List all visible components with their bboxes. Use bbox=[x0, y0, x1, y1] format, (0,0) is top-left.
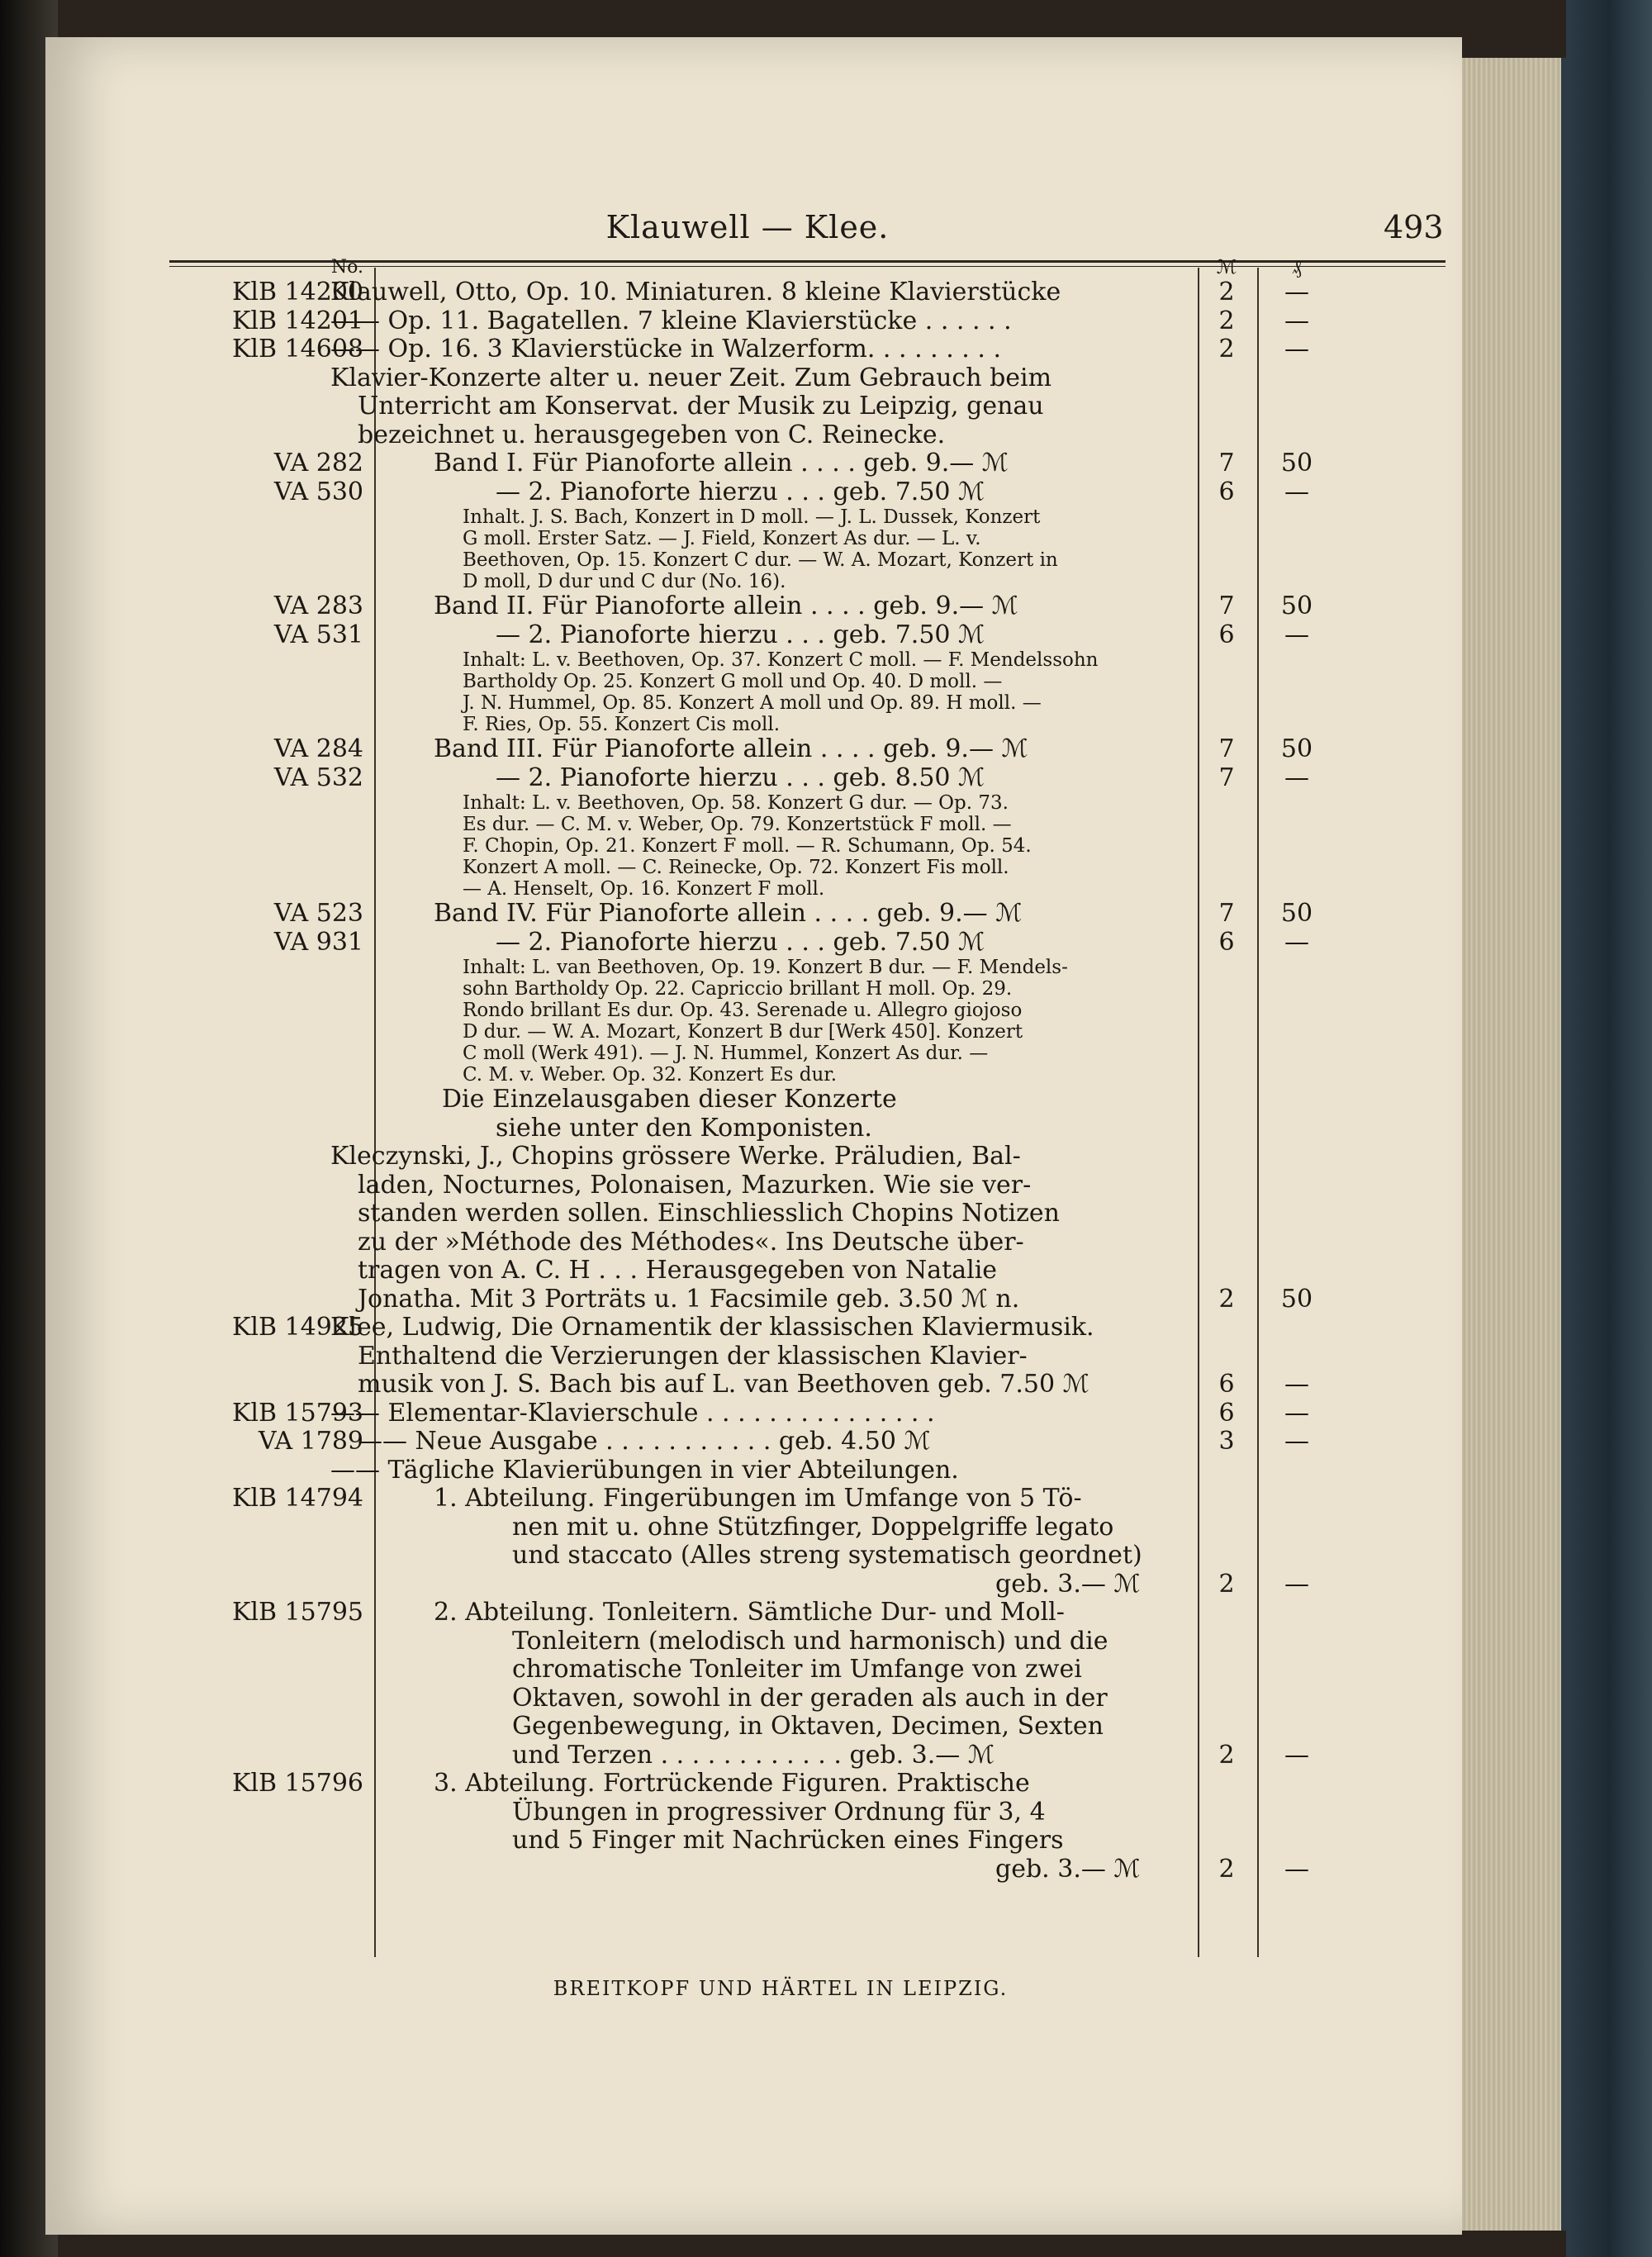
entry-text: —— Neue Ausgabe . . . . . . . . . . . geb. 4.50 ℳ bbox=[358, 1427, 931, 1456]
catalog-number: KlB 14201 bbox=[231, 306, 363, 335]
price-mark: 6 bbox=[1218, 620, 1235, 649]
price-mark: 6 bbox=[1218, 1370, 1235, 1399]
entry-text: musik von J. S. Bach bis auf L. van Beethoven geb. 7.50 ℳ bbox=[358, 1370, 1089, 1399]
entry-text: Inhalt: L. v. Beethoven, Op. 37. Konzert C moll. — F. Mendelssohn bbox=[463, 649, 1099, 671]
entry-text: Übungen in progressiver Ordnung für 3, 4 bbox=[512, 1797, 1046, 1827]
entry-text: C. M. v. Weber. Op. 32. Konzert Es dur. bbox=[463, 1064, 838, 1086]
entry-text: geb. 3.— ℳ bbox=[995, 1854, 1141, 1884]
entry-text: — 2. Pianoforte hierzu . . . geb. 7.50 ℳ bbox=[496, 477, 985, 506]
price-mark: 6 bbox=[1218, 927, 1235, 957]
catalog-number: KlB 15793 bbox=[231, 1398, 363, 1428]
entry-text: Inhalt. J. S. Bach, Konzert in D moll. — J. L. Dussek, Konzert bbox=[463, 506, 1041, 528]
entry-text: 2. Abteilung. Tonleitern. Sämtliche Dur- und Moll- bbox=[434, 1598, 1065, 1627]
entry-text: —— Elementar-Klavierschule . . . . . . . . . . . . . . . bbox=[330, 1398, 935, 1428]
price-pfennig: — bbox=[1284, 620, 1309, 649]
entry-text: Die Einzelausgaben dieser Konzerte bbox=[442, 1085, 897, 1114]
catalog-number: KlB 14608 bbox=[231, 335, 363, 363]
entry-text: 3. Abteilung. Fortrückende Figuren. Praktische bbox=[434, 1769, 1030, 1798]
price-mark: 7 bbox=[1218, 899, 1235, 928]
entry-text: G moll. Erster Satz. — J. Field, Konzert As dur. — L. v. bbox=[463, 528, 981, 549]
price-pfennig: 50 bbox=[1280, 1284, 1313, 1314]
entry-text: Beethoven, Op. 15. Konzert C dur. — W. A. Mozart, Konzert in bbox=[463, 549, 1058, 571]
entry-text: F. Ries, Op. 55. Konzert Cis moll. bbox=[463, 714, 781, 735]
entry-text: J. N. Hummel, Op. 85. Konzert A moll und Op. 89. H moll. — bbox=[463, 692, 1042, 714]
entry-text: Jonatha. Mit 3 Porträts u. 1 Facsimile geb. 3.50 ℳ n. bbox=[358, 1284, 1020, 1314]
price-mark: 7 bbox=[1218, 592, 1235, 620]
price-pfennig: — bbox=[1284, 1398, 1309, 1428]
price-mark: 2 bbox=[1218, 335, 1235, 363]
entry-text: siehe unter den Komponisten. bbox=[496, 1113, 872, 1143]
entry-text: Konzert A moll. — C. Reinecke, Op. 72. Konzert Fis moll. bbox=[463, 857, 1009, 878]
price-mark: 6 bbox=[1218, 477, 1235, 506]
entry-text: und 5 Finger mit Nachrücken eines Fingers bbox=[512, 1826, 1064, 1855]
catalog-number: VA 1789 bbox=[258, 1427, 363, 1456]
entry-text: Kleczynski, J., Chopins grössere Werke. Präludien, Bal- bbox=[330, 1142, 1021, 1171]
entry-text: Gegenbewegung, in Oktaven, Decimen, Sexten bbox=[512, 1712, 1104, 1741]
price-pfennig: — bbox=[1284, 335, 1309, 363]
entry-text: geb. 3.— ℳ bbox=[995, 1569, 1141, 1599]
price-pfennig: 50 bbox=[1280, 449, 1313, 478]
catalog-number: VA 523 bbox=[273, 899, 363, 928]
entry-text: und staccato (Alles streng systematisch geordnet) bbox=[512, 1541, 1142, 1570]
entry-text: Rondo brillant Es dur. Op. 43. Serenade u. Allegro giojoso bbox=[463, 1000, 1023, 1021]
entry-text: standen werden sollen. Einschliesslich Chopins Notizen bbox=[358, 1199, 1061, 1228]
entry-text: Unterricht am Konservat. der Musik zu Leipzig, genau bbox=[358, 392, 1044, 421]
entry-text: sohn Bartholdy Op. 22. Capriccio brillant H moll. Op. 29. bbox=[463, 978, 1013, 1000]
price-pfennig: — bbox=[1284, 1740, 1309, 1770]
price-pfennig: — bbox=[1284, 1854, 1309, 1884]
price-mark: 2 bbox=[1218, 1740, 1235, 1770]
entry-text: 1. Abteilung. Fingerübungen im Umfange von 5 Tö- bbox=[434, 1484, 1082, 1513]
catalog-number: No. bbox=[330, 257, 363, 278]
price-pfennig: 50 bbox=[1280, 734, 1313, 763]
price-mark: 3 bbox=[1218, 1427, 1235, 1456]
book-page bbox=[45, 37, 1462, 2235]
entry-text: tragen von A. C. H . . . Herausgegeben von Natalie bbox=[358, 1256, 998, 1285]
entry-text: Inhalt: L. van Beethoven, Op. 19. Konzert B dur. — F. Mendels- bbox=[463, 957, 1068, 978]
catalog-number: VA 283 bbox=[273, 592, 363, 620]
entry-text: Es dur. — C. M. v. Weber, Op. 79. Konzertstück F moll. — bbox=[463, 814, 1012, 835]
price-mark: 2 bbox=[1218, 1854, 1235, 1884]
price-mark: 7 bbox=[1218, 763, 1235, 792]
price-mark: 2 bbox=[1218, 306, 1235, 335]
price-pfennig: ₰ bbox=[1292, 257, 1302, 278]
price-pfennig: — bbox=[1284, 1427, 1309, 1456]
publisher-footer: BREITKOPF UND HÄRTEL IN LEIPZIG. bbox=[553, 1977, 1009, 2000]
catalog-number: KlB 14925 bbox=[231, 1313, 363, 1342]
catalog-number: VA 530 bbox=[273, 477, 363, 506]
price-pfennig: — bbox=[1284, 927, 1309, 957]
entry-text: bezeichnet u. herausgegeben von C. Reinecke. bbox=[358, 420, 946, 449]
price-pfennig: — bbox=[1284, 1370, 1309, 1399]
price-pfennig: — bbox=[1284, 278, 1309, 306]
entry-text: D moll, D dur und C dur (No. 16). bbox=[463, 571, 786, 592]
page-number: 493 bbox=[1384, 209, 1444, 245]
price-pfennig: — bbox=[1284, 1569, 1309, 1599]
running-head: Klauwell — Klee. bbox=[605, 209, 890, 245]
catalog-number: VA 532 bbox=[273, 763, 363, 792]
catalog-number: KlB 14200 bbox=[231, 278, 363, 306]
entry-text: Klavier-Konzerte alter u. neuer Zeit. Zum Gebrauch beim bbox=[330, 363, 1052, 392]
price-pfennig: 50 bbox=[1280, 899, 1313, 928]
catalog-number: KlB 15796 bbox=[231, 1769, 363, 1798]
entry-text: nen mit u. ohne Stützfinger, Doppelgriffe legato bbox=[512, 1512, 1114, 1542]
entry-text: — A. Henselt, Op. 16. Konzert F moll. bbox=[463, 878, 825, 900]
entry-text: F. Chopin, Op. 21. Konzert F moll. — R. Schumann, Op. 54. bbox=[463, 835, 1032, 857]
catalog-number: VA 531 bbox=[273, 620, 363, 649]
entry-text: Oktaven, sowohl in der geraden als auch in der bbox=[512, 1683, 1108, 1713]
entry-text: Enthaltend die Verzierungen der klassischen Klavier- bbox=[358, 1341, 1028, 1371]
catalog-number: KlB 14794 bbox=[231, 1484, 363, 1513]
entry-text: Klauwell, Otto, Op. 10. Miniaturen. 8 kleine Klavierstücke bbox=[330, 278, 1061, 306]
entry-text: Tonleitern (melodisch und harmonisch) und die bbox=[512, 1626, 1108, 1656]
column-divider-number bbox=[374, 268, 376, 1957]
book-spine bbox=[1566, 0, 1652, 2257]
entry-text: C moll (Werk 491). — J. N. Hummel, Konzert As dur. — bbox=[463, 1043, 989, 1064]
price-mark: 6 bbox=[1218, 1398, 1235, 1428]
price-mark: 7 bbox=[1218, 449, 1235, 478]
price-pfennig: — bbox=[1284, 477, 1309, 506]
entry-text: Band I. Für Pianoforte allein . . . . geb. 9.— ℳ bbox=[434, 449, 1009, 478]
catalog-number: VA 931 bbox=[273, 927, 363, 957]
price-mark: ℳ bbox=[1216, 257, 1237, 278]
price-mark: 7 bbox=[1218, 734, 1235, 763]
entry-text: Band III. Für Pianoforte allein . . . . geb. 9.— ℳ bbox=[434, 734, 1028, 763]
price-mark: 2 bbox=[1218, 1284, 1235, 1314]
entry-text: chromatische Tonleiter im Umfange von zwei bbox=[512, 1655, 1082, 1684]
catalog-number: KlB 15795 bbox=[231, 1598, 363, 1627]
column-divider-pfennig bbox=[1257, 268, 1259, 1957]
entry-text: Band IV. Für Pianoforte allein . . . . geb. 9.— ℳ bbox=[434, 899, 1023, 928]
price-mark: 2 bbox=[1218, 1569, 1235, 1599]
entry-text: — 2. Pianoforte hierzu . . . geb. 7.50 ℳ bbox=[496, 620, 985, 649]
price-pfennig: — bbox=[1284, 306, 1309, 335]
entry-text: Band II. Für Pianoforte allein . . . . geb. 9.— ℳ bbox=[434, 592, 1018, 620]
entry-text: — 2. Pianoforte hierzu . . . geb. 7.50 ℳ bbox=[496, 927, 985, 957]
entry-text: zu der »Méthode des Méthodes«. Ins Deutsche über- bbox=[358, 1227, 1024, 1257]
entry-text: Bartholdy Op. 25. Konzert G moll und Op. 40. D moll. — bbox=[463, 671, 1003, 692]
entry-text: und Terzen . . . . . . . . . . . . geb. 3.— ℳ bbox=[512, 1740, 995, 1770]
catalog-number: VA 282 bbox=[273, 449, 363, 478]
catalog-number: VA 284 bbox=[273, 734, 363, 763]
entry-text: laden, Nocturnes, Polonaisen, Mazurken. Wie sie ver- bbox=[358, 1170, 1032, 1200]
price-pfennig: 50 bbox=[1280, 592, 1313, 620]
entry-text: Klee, Ludwig, Die Ornamentik der klassischen Klaviermusik. bbox=[330, 1313, 1094, 1342]
price-pfennig: — bbox=[1284, 763, 1309, 792]
page-edges bbox=[1462, 58, 1566, 2231]
entry-text: —— Op. 16. 3 Klavierstücke in Walzerform. . . . . . . . . bbox=[330, 335, 1001, 363]
column-divider-mark bbox=[1198, 268, 1199, 1957]
entry-text: D dur. — W. A. Mozart, Konzert B dur [Werk 450]. Konzert bbox=[463, 1021, 1023, 1043]
entry-text: Inhalt: L. v. Beethoven, Op. 58. Konzert G dur. — Op. 73. bbox=[463, 792, 1009, 814]
entry-text: — 2. Pianoforte hierzu . . . geb. 8.50 ℳ bbox=[496, 763, 985, 792]
price-mark: 2 bbox=[1218, 278, 1235, 306]
entry-text: —— Op. 11. Bagatellen. 7 kleine Klavierstücke . . . . . . bbox=[330, 306, 1012, 335]
entry-text: —— Tägliche Klavierübungen in vier Abteilungen. bbox=[330, 1455, 959, 1485]
